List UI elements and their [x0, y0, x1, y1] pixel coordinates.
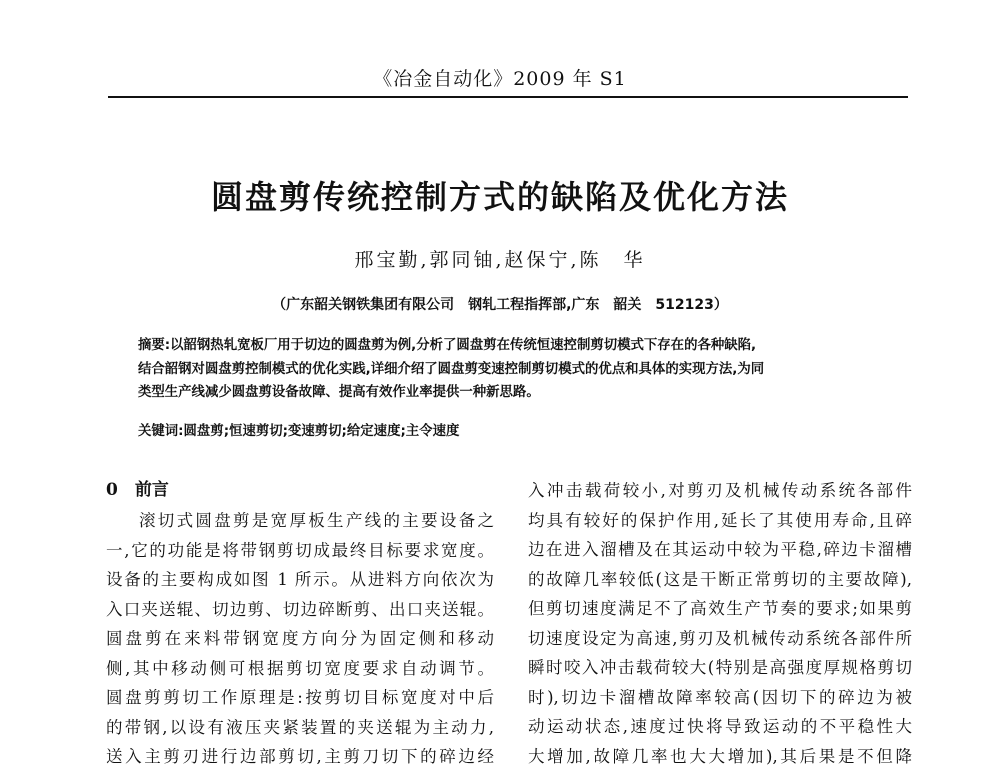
keywords-text: 圆盘剪;恒速剪切;变速剪切;给定速度;主令速度 — [183, 424, 460, 439]
keywords — [138, 420, 888, 439]
abstract — [138, 334, 888, 405]
body-line: 但剪切速度满足不了高效生产节奏的要求;如果剪 — [528, 599, 912, 618]
abstract-line: 类型生产线减少圆盘剪设备故障、提高有效作业率提供一种新思路。 — [138, 385, 540, 400]
body-line: 设备的主要构成如图 1 所示。从进料方向依次为 — [106, 570, 494, 589]
body-line: 一,它的功能是将带钢剪切成最终目标要求宽度。 — [106, 540, 494, 560]
body-line: 入冲击载荷较小,对剪刃及机械传动系统各部件 — [528, 481, 912, 500]
body-line: 入口夹送辊、切边剪、切边碎断剪、出口夹送辊。 — [106, 599, 494, 619]
abstract-label: 摘要: — [138, 338, 171, 353]
body-line: 的带钢,以设有液压夹紧装置的夹送辊为主动力, — [106, 717, 494, 737]
body-line: 时),切边卡溜槽故障率较高(因切下的碎边为被 — [528, 687, 912, 707]
body-line: 侧,其中移动侧可根据剪切宽度要求自动调节。 — [106, 658, 494, 678]
body-column-left — [106, 476, 494, 772]
body-line: 大增加,故障几率也大大增加),其后果是不但降 — [528, 746, 912, 766]
body-line: 瞬时咬入冲击载荷较大(特别是高强度厚规格剪切 — [528, 658, 912, 677]
authors: 邢宝勤,郭同铀,赵保宁,陈 华 — [354, 249, 646, 271]
body-line: 均具有较好的保护作用,延长了其使用寿命,且碎 — [528, 510, 912, 530]
keywords-label: 关键词: — [138, 424, 184, 439]
body-line: 滚切式圆盘剪是宽厚板生产线的主要设备之 — [139, 511, 494, 530]
body-line: 切速度设定为高速,剪刃及机械传动系统各部件所 — [528, 628, 912, 648]
section-heading: 0 前言 — [106, 480, 169, 500]
body-line: 送入主剪刃进行边部剪切,主剪刀切下的碎边经 — [106, 747, 494, 766]
abstract-line: 摘要:以韶钢热轧宽板厂用于切边的圆盘剪为例,分析了圆盘剪在传统恒速控制剪切模式下存在的各种缺陷, — [138, 338, 757, 353]
affiliation: （广东韶关钢铁集团有限公司 钢轧工程指挥部,广东 韶关 512123） — [272, 297, 728, 313]
body-column-right — [528, 476, 912, 771]
body-line: 圆盘剪剪切工作原理是:按剪切目标宽度对中后 — [106, 688, 494, 707]
body-line: 边在进入溜槽及在其运动中较为平稳,碎边卡溜槽 — [528, 540, 912, 559]
header-rule — [108, 96, 908, 98]
paper-title: 圆盘剪传统控制方式的缺陷及优化方法 — [210, 178, 789, 216]
body-line: 的故障几率较低(这是干断正常剪切的主要故障), — [528, 569, 912, 589]
abstract-line: 结合韶钢对圆盘剪控制模式的优化实践,详细介绍了圆盘剪变速控制剪切模式的优点和具体的实现方法,为同 — [138, 361, 765, 377]
journal-header: 《冶金自动化》2009 年 S1 — [373, 68, 627, 90]
body-line: 动运动状态,速度过快将导致运动的不平稳性大 — [528, 717, 912, 736]
body-line: 圆盘剪在来料带钢宽度方向分为固定侧和移动 — [106, 629, 494, 648]
